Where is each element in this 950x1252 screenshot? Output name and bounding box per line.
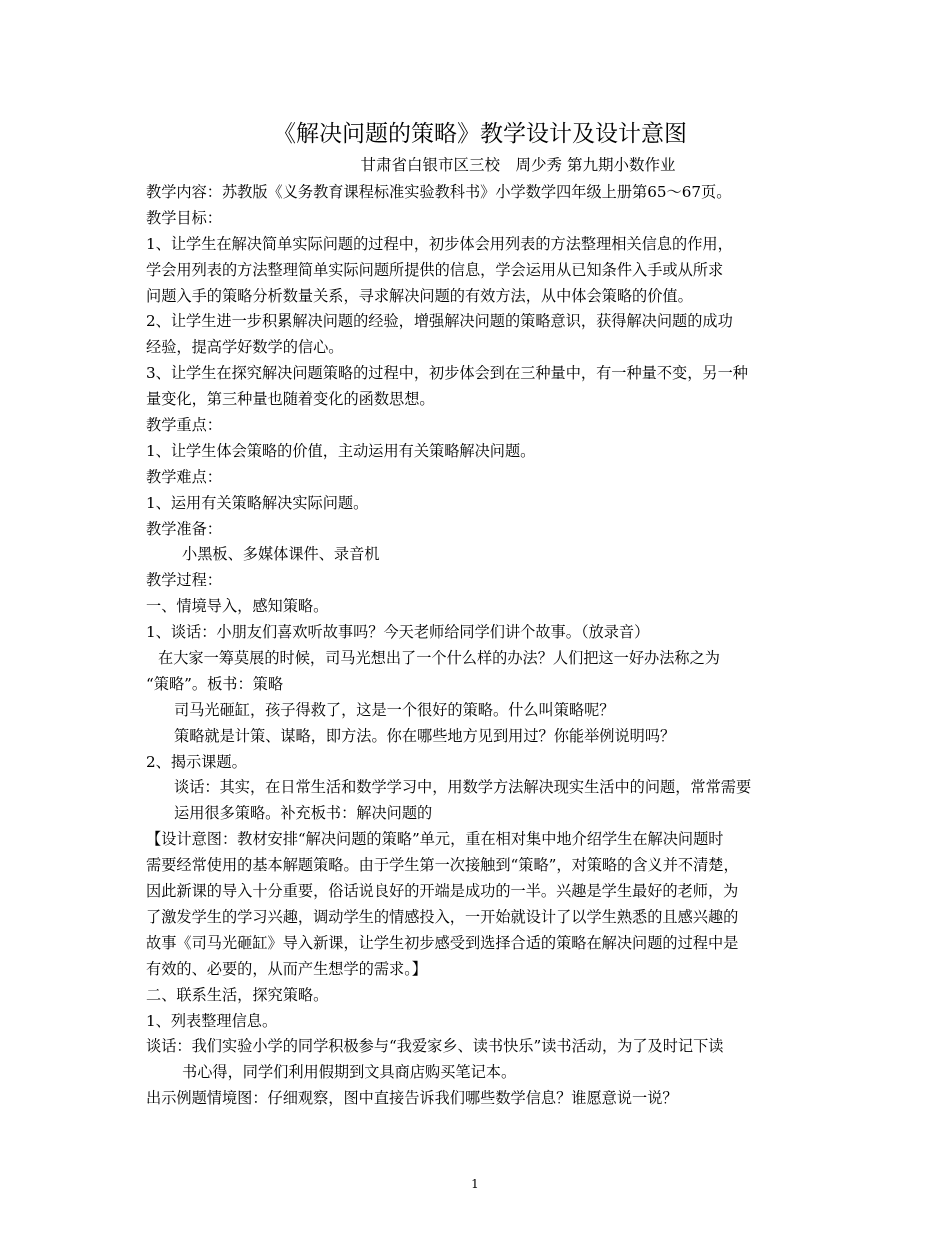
- paragraph-line: 司马光砸缸，孩子得救了，这是一个很好的策略。什么叫策略呢？: [174, 700, 615, 719]
- paragraph-line: 在大家一筹莫展的时候，司马光想出了一个什么样的办法？人们把这一好办法称之为: [158, 649, 720, 668]
- section-heading: 教学难点：: [146, 467, 222, 486]
- paragraph-line: 运用很多策略。补充板书：解决问题的: [174, 804, 433, 823]
- paragraph-line: 3、让学生在探究解决问题策略的过程中，初步体会到在三种量中，有一种量不变，另一种: [146, 364, 748, 383]
- paragraph-line: 1、让学生体会策略的价值，主动运用有关策略解决问题。: [146, 441, 536, 460]
- page-number: 1: [471, 1177, 479, 1191]
- paragraph-line: 1、运用有关策略解决实际问题。: [146, 493, 369, 512]
- paragraph-line: 量变化，第三种量也随着变化的函数思想。: [146, 390, 435, 409]
- design-intent-line: 因此新课的导入十分重要，俗话说良好的开端是成功的一半。兴趣是学生最好的老师，为: [146, 882, 739, 901]
- paragraph-line: 书心得，同学们利用假期到文具商店购买笔记本。: [182, 1063, 517, 1082]
- teaching-content-line: 教学内容：苏教版《义务教育课程标准实验教科书》小学数学四年级上册第65～67页。: [146, 183, 732, 201]
- design-intent-line: 了激发学生的学习兴趣，调动学生的情感投入，一开始就设计了以学生熟悉的且感兴趣的: [146, 907, 739, 926]
- paragraph-line: 学会用列表的方法整理简单实际问题所提供的信息，学会运用从已知条件入手或从所求: [146, 260, 724, 279]
- paragraph-line: 1、让学生在解决简单实际问题的过程中，初步体会用列表的方法整理相关信息的作用，: [146, 234, 733, 253]
- paragraph-line: 经验，提高学好数学的信心。: [146, 338, 344, 357]
- paragraph-line: 2、让学生进一步积累解决问题的经验，增强解决问题的策略意识，获得解决问题的成功: [146, 312, 733, 331]
- paragraph-line: 1、谈话：小朋友们喜欢听故事吗？今天老师给同学们讲个故事。（放录音）: [146, 623, 650, 642]
- paragraph-line: 出示例题情境图：仔细观察，图中直接告诉我们哪些数学信息？谁愿意说一说？: [146, 1089, 678, 1108]
- design-intent-line: 【设计意图：教材安排“解决问题的策略”单元，重在相对集中地介绍学生在解决问题时: [146, 830, 724, 849]
- design-intent-line: 故事《司马光砸缸》导入新课，让学生初步感受到选择合适的策略在解决问题的过程中是: [146, 933, 739, 952]
- paragraph-line: 谈话：我们实验小学的同学积极参与“我爱家乡、读书快乐”读书活动，为了及时记下读: [146, 1037, 724, 1056]
- design-intent-line: 需要经常使用的基本解题策略。由于学生第一次接触到“策略”，对策略的含义并不清楚，: [146, 856, 739, 875]
- document-title: 《解决问题的策略》教学设计及设计意图: [273, 121, 687, 147]
- document-body: [146, 180, 814, 1112]
- section-heading: 2、揭示课题。: [146, 752, 247, 771]
- paragraph-line: “策略”。板书：策略: [146, 674, 284, 693]
- section-heading: 教学目标：: [146, 208, 222, 227]
- paragraph-line: 问题入手的策略分析数量关系，寻求解决问题的有效方法，从中体会策略的价值。: [146, 286, 693, 305]
- author-line: 甘肃省白银市区三校 周少秀 第九期小数作业: [360, 156, 676, 174]
- paragraph-line: 小黑板、多媒体课件、录音机: [182, 545, 380, 564]
- section-heading: 二、联系生活，探究策略。: [146, 985, 329, 1004]
- paragraph-line: 谈话：其实，在日常生活和数学学习中，用数学方法解决现实生活中的问题，常常需要: [174, 778, 752, 797]
- section-heading: 教学过程：: [146, 571, 222, 590]
- design-intent-line: 有效的、必要的，从而产生想学的需求。】: [146, 959, 427, 978]
- paragraph-line: 策略就是计策、谋略，即方法。你在哪些地方见到用过？你能举例说明吗？: [174, 726, 676, 745]
- section-heading: 教学准备：: [146, 519, 222, 538]
- section-heading: 1、列表整理信息。: [146, 1011, 278, 1030]
- section-heading: 教学重点：: [146, 416, 222, 435]
- section-heading: 一、情境导入，感知策略。: [146, 597, 329, 616]
